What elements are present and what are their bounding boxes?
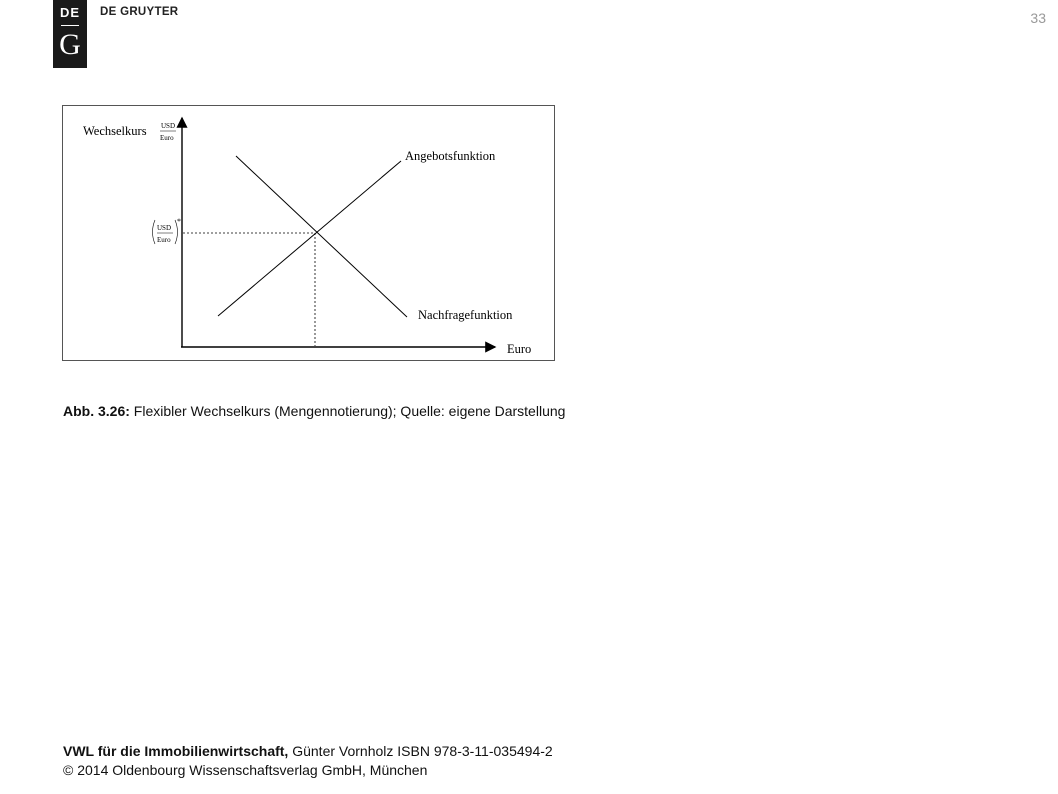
book-title: VWL für die Immobilienwirtschaft, [63,743,289,759]
demand-curve [236,156,407,317]
page-number: 33 [1030,10,1046,26]
y-axis-label: Wechselkurs [83,124,147,138]
footer-line-1 [63,742,553,761]
y-axis-unit-denominator: Euro [160,134,174,142]
equilibrium-unit-numerator: USD [157,224,172,232]
logo-divider [61,25,79,26]
y-axis-unit-numerator: USD [161,122,176,130]
figure-frame [62,105,555,361]
supply-label: Angebotsfunktion [405,149,496,163]
equilibrium-left-paren [153,220,156,244]
demand-label: Nachfragefunktion [418,308,513,322]
copyright: © 2014 Oldenbourg Wissenschaftsverlag GmbH, München [63,762,428,778]
footer [63,742,553,780]
exchange-rate-diagram [63,106,556,362]
equilibrium-marker: * [177,217,181,226]
logo-g-text: G [59,28,81,61]
equilibrium-unit-denominator: Euro [157,236,171,244]
figure-caption [63,403,565,419]
x-axis-label: Euro [507,342,532,356]
logo-de-text: DE [59,5,81,20]
de-gruyter-logo [53,0,87,68]
supply-curve [218,161,401,316]
caption-text: Flexibler Wechselkurs (Mengennotierung); Quelle: eigene Darstellung [133,403,566,419]
caption-label: Abb. 3.26: [63,403,130,419]
book-info: Günter Vornholz ISBN 978-3-11-035494-2 [292,743,553,759]
publisher-name: DE GRUYTER [100,6,179,18]
